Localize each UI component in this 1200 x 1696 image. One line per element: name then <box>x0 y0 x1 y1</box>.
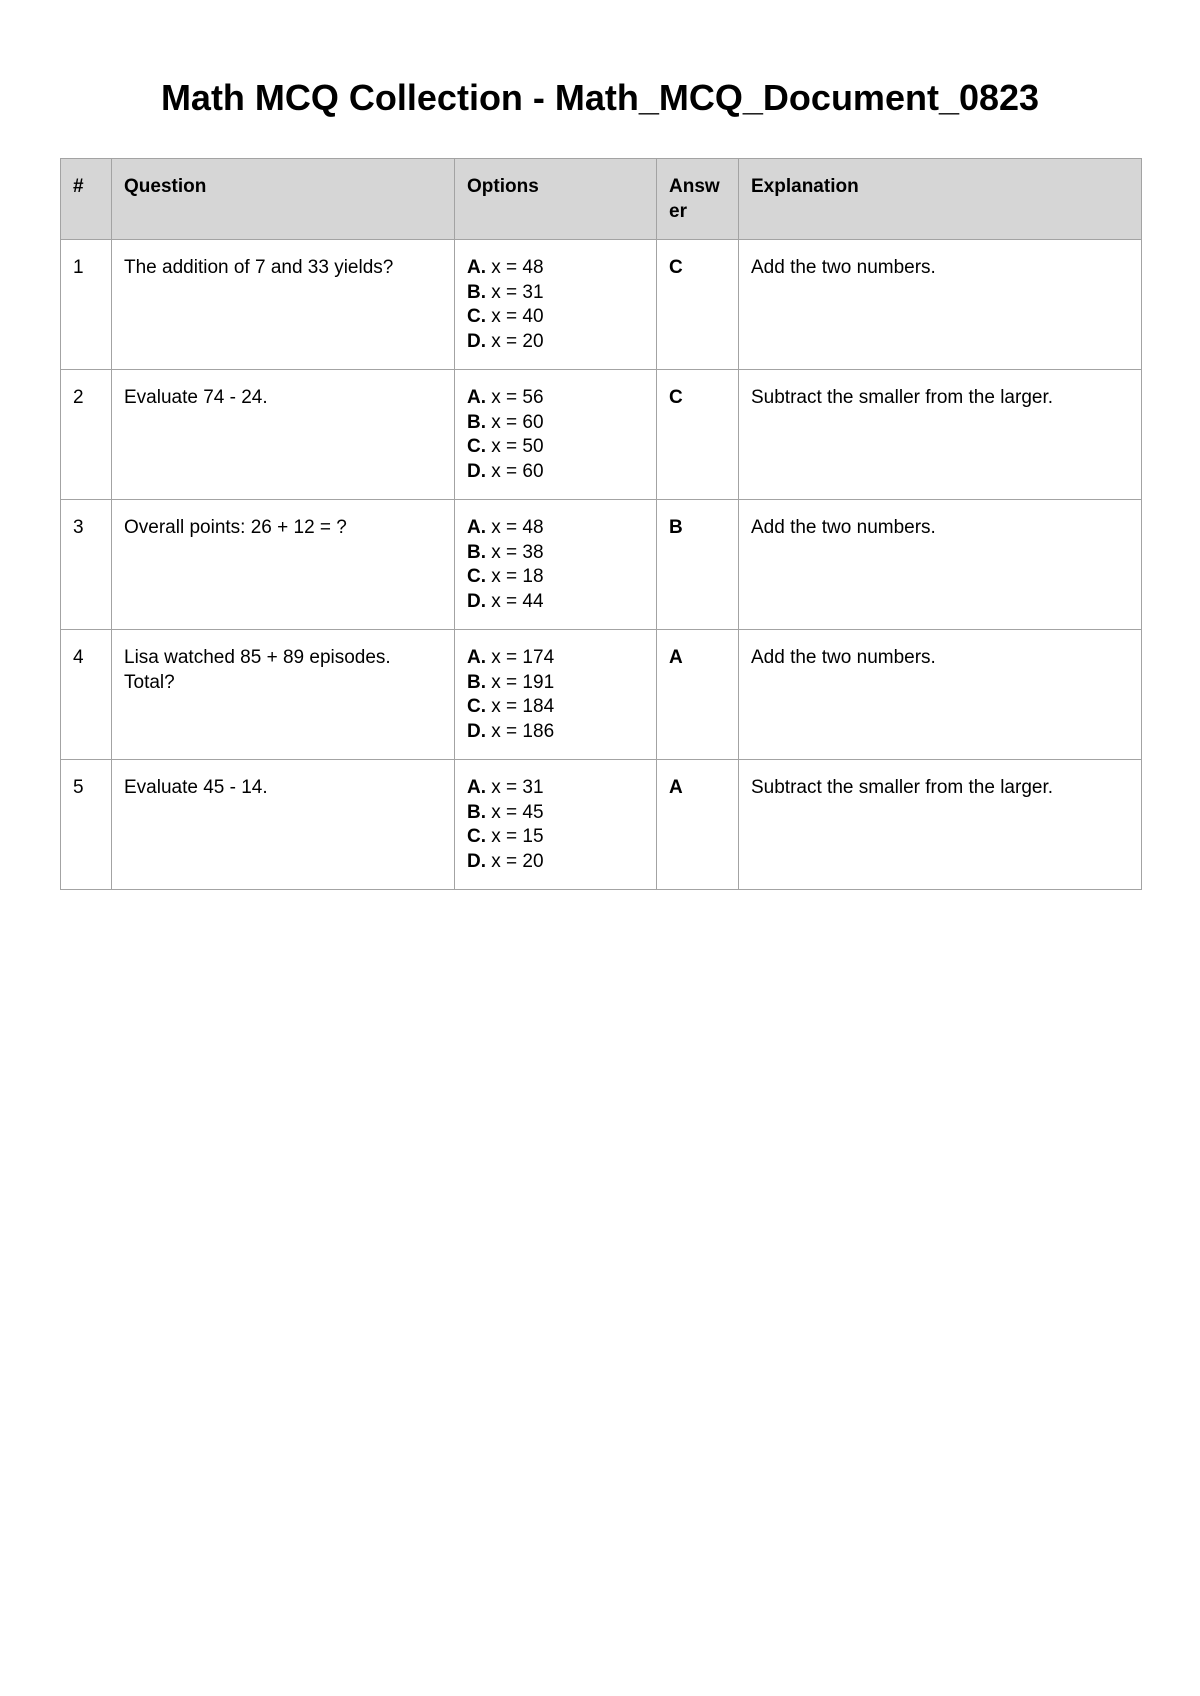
table-row <box>61 240 1142 370</box>
option-c <box>467 305 644 330</box>
options-cell <box>455 240 657 370</box>
option-text: x = 45 <box>491 801 544 823</box>
answer-cell: A <box>657 760 739 890</box>
explanation-cell: Subtract the smaller from the larger. <box>739 370 1142 500</box>
page-title: Math MCQ Collection - Math_MCQ_Document_0823 <box>160 77 1040 118</box>
option-d <box>467 850 644 875</box>
header-options: Options <box>455 159 657 240</box>
option-letter: C. <box>467 696 486 717</box>
option-letter: B. <box>467 281 486 303</box>
option-a <box>467 776 644 801</box>
mcq-table <box>60 158 1142 890</box>
option-b <box>467 801 644 826</box>
option-text: x = 191 <box>491 671 555 693</box>
option-text: x = 60 <box>491 411 544 433</box>
option-a <box>467 256 644 281</box>
option-text: x = 60 <box>491 460 544 482</box>
option-text: x = 18 <box>491 566 544 587</box>
option-d <box>467 330 644 355</box>
option-text: x = 31 <box>491 281 544 303</box>
option-d <box>467 460 644 485</box>
option-text: x = 48 <box>491 517 544 538</box>
option-text: x = 20 <box>491 850 544 872</box>
option-letter: D. <box>467 590 486 612</box>
table-row <box>61 370 1142 500</box>
option-d <box>467 720 644 745</box>
option-text: x = 184 <box>491 696 555 717</box>
option-letter: B. <box>467 801 486 823</box>
option-letter: B. <box>467 671 486 693</box>
answer-cell: A <box>657 630 739 760</box>
option-letter: A. <box>467 647 486 668</box>
header-explanation: Explanation <box>739 159 1142 240</box>
table-row <box>61 500 1142 630</box>
option-text: x = 31 <box>491 777 544 798</box>
question-text: Evaluate 74 - 24. <box>112 370 455 500</box>
option-text: x = 50 <box>491 436 544 457</box>
question-number: 5 <box>61 760 112 890</box>
option-letter: C. <box>467 566 486 587</box>
explanation-cell: Add the two numbers. <box>739 630 1142 760</box>
header-number: # <box>61 159 112 240</box>
option-text: x = 56 <box>491 387 544 408</box>
option-a <box>467 386 644 411</box>
option-letter: C. <box>467 436 486 457</box>
option-c <box>467 695 644 720</box>
option-letter: A. <box>467 257 486 278</box>
option-b <box>467 411 644 436</box>
option-letter: D. <box>467 850 486 872</box>
answer-cell: C <box>657 240 739 370</box>
explanation-cell: Add the two numbers. <box>739 240 1142 370</box>
option-c <box>467 825 644 850</box>
answer-cell: C <box>657 370 739 500</box>
options-cell <box>455 500 657 630</box>
option-letter: A. <box>467 387 486 408</box>
option-text: x = 15 <box>491 826 544 847</box>
question-text: Evaluate 45 - 14. <box>112 760 455 890</box>
option-a <box>467 646 644 671</box>
question-number: 1 <box>61 240 112 370</box>
option-b <box>467 281 644 306</box>
option-letter: A. <box>467 777 486 798</box>
option-letter: B. <box>467 411 486 433</box>
question-text: Overall points: 26 + 12 = ? <box>112 500 455 630</box>
option-letter: D. <box>467 460 486 482</box>
option-letter: C. <box>467 306 486 327</box>
option-b <box>467 671 644 696</box>
options-cell <box>455 630 657 760</box>
question-number: 4 <box>61 630 112 760</box>
option-letter: D. <box>467 330 486 352</box>
option-text: x = 174 <box>491 647 555 668</box>
option-c <box>467 435 644 460</box>
table-header-row <box>61 159 1142 240</box>
question-number: 2 <box>61 370 112 500</box>
option-letter: B. <box>467 541 486 563</box>
option-letter: C. <box>467 826 486 847</box>
header-question: Question <box>112 159 455 240</box>
option-text: x = 48 <box>491 257 544 278</box>
option-text: x = 40 <box>491 306 544 327</box>
option-text: x = 20 <box>491 330 544 352</box>
options-cell <box>455 370 657 500</box>
option-letter: A. <box>467 517 486 538</box>
option-c <box>467 565 644 590</box>
explanation-cell: Subtract the smaller from the larger. <box>739 760 1142 890</box>
answer-cell: B <box>657 500 739 630</box>
option-text: x = 186 <box>491 720 555 742</box>
question-number: 3 <box>61 500 112 630</box>
option-b <box>467 541 644 566</box>
question-text: Lisa watched 85 + 89 episodes. Total? <box>112 630 455 760</box>
option-letter: D. <box>467 720 486 742</box>
explanation-cell: Add the two numbers. <box>739 500 1142 630</box>
option-text: x = 38 <box>491 541 544 563</box>
options-cell <box>455 760 657 890</box>
option-d <box>467 590 644 615</box>
header-answer: Answ er <box>657 159 739 240</box>
question-text: The addition of 7 and 33 yields? <box>112 240 455 370</box>
table-row <box>61 630 1142 760</box>
option-text: x = 44 <box>491 590 544 612</box>
option-a <box>467 516 644 541</box>
table-row <box>61 760 1142 890</box>
